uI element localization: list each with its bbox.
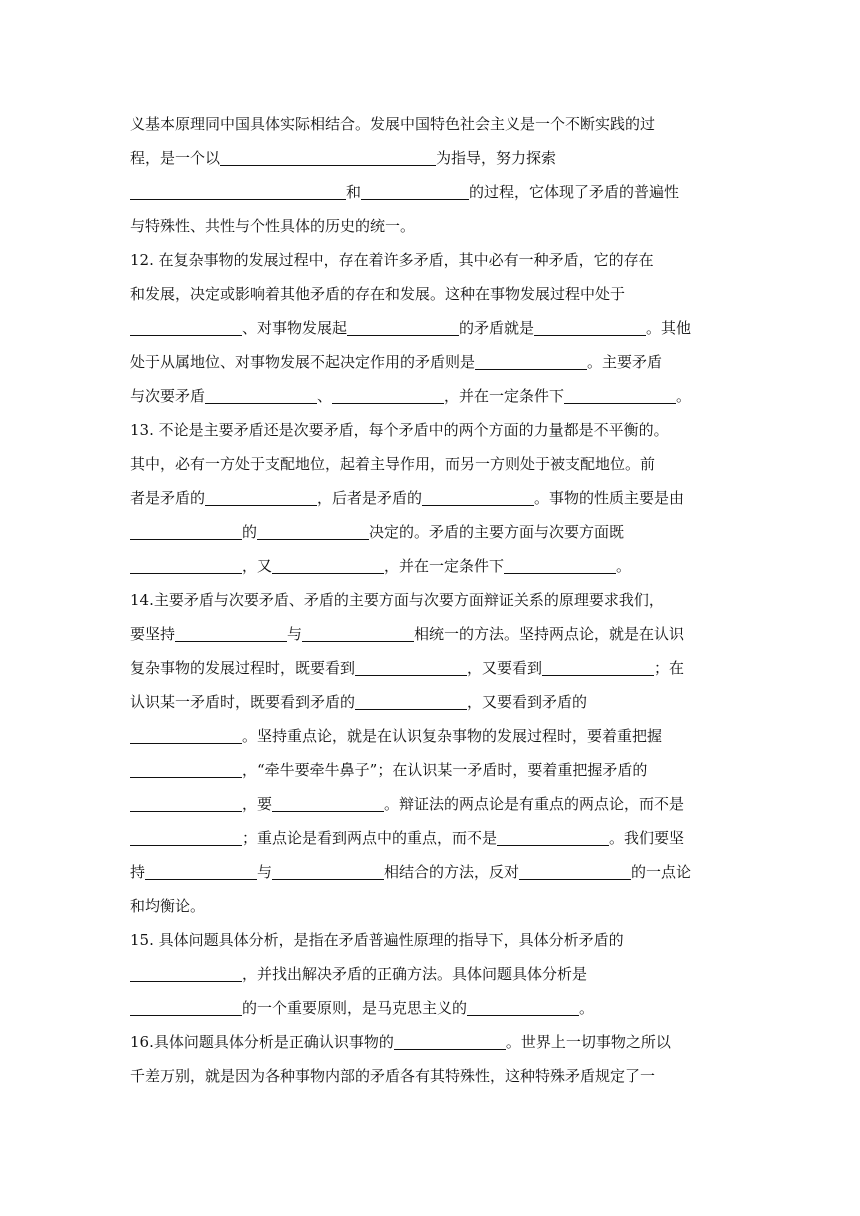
text-segment: 和发展，决定或影响着其他矛盾的存在和发展。这种在事物发展过程中处于 xyxy=(130,285,626,303)
text-segment: 持 xyxy=(130,863,146,881)
fill-in-blank xyxy=(422,489,534,506)
text-line xyxy=(130,413,735,447)
fill-in-blank xyxy=(130,965,242,982)
fill-in-blank xyxy=(130,183,346,200)
text-segment: 要坚持 xyxy=(130,625,176,643)
text-line xyxy=(130,957,735,991)
text-segment: ，“牵牛要牵牛鼻子”；在认识某一矛盾时，要着重把握矛盾的 xyxy=(242,761,648,779)
fill-in-blank xyxy=(220,149,436,166)
text-line xyxy=(130,923,735,957)
text-line xyxy=(130,787,735,821)
text-line xyxy=(130,311,735,345)
text-segment: 与特殊性、共性与个性具体的历史的统一。 xyxy=(130,217,416,235)
fill-in-blank xyxy=(272,863,384,880)
text-segment: ，并找出解决矛盾的正确方法。具体问题具体分析是 xyxy=(242,965,588,983)
text-segment: ，并在一定条件下 xyxy=(384,557,505,575)
text-line xyxy=(130,515,735,549)
text-line xyxy=(130,481,735,515)
text-segment: 14.主要矛盾与次要矛盾、矛盾的主要方面与次要方面辩证关系的原理要求我们， xyxy=(130,591,664,609)
text-segment: 认识某一矛盾时，既要看到矛盾的 xyxy=(130,693,356,711)
text-segment: 复杂事物的发展过程时，既要看到 xyxy=(130,659,356,677)
text-line xyxy=(130,243,735,277)
text-line xyxy=(130,345,735,379)
text-segment: 处于从属地位、对事物发展不起决定作用的矛盾则是 xyxy=(130,353,476,371)
fill-in-blank xyxy=(130,829,242,846)
text-segment: 。坚持重点论，就是在认识复杂事物的发展过程时，要着重把握 xyxy=(242,727,663,745)
fill-in-blank xyxy=(145,863,257,880)
text-line xyxy=(130,855,735,889)
text-line xyxy=(130,753,735,787)
fill-in-blank xyxy=(519,863,631,880)
text-line xyxy=(130,583,735,617)
text-line xyxy=(130,107,735,141)
text-segment: 者是矛盾的 xyxy=(130,489,206,507)
text-line xyxy=(130,549,735,583)
fill-in-blank xyxy=(564,387,676,404)
text-segment: 和 xyxy=(346,183,362,201)
text-line xyxy=(130,889,735,923)
text-line xyxy=(130,991,735,1025)
fill-in-blank xyxy=(130,761,242,778)
text-segment: 。其他 xyxy=(646,319,692,337)
fill-in-blank xyxy=(130,523,242,540)
text-segment: ，要 xyxy=(242,795,273,813)
fill-in-blank xyxy=(504,557,616,574)
fill-in-blank xyxy=(497,829,609,846)
text-segment: 13. 不论是主要矛盾还是次要矛盾，每个矛盾中的两个方面的力量都是不平衡的。 xyxy=(130,421,669,439)
text-segment: 的一个重要原则，是马克思主义的 xyxy=(242,999,468,1017)
text-segment: 相结合的方法，反对 xyxy=(384,863,520,881)
fill-in-blank xyxy=(175,625,287,642)
text-line xyxy=(130,447,735,481)
fill-in-blank xyxy=(355,659,467,676)
text-segment: ；在 xyxy=(654,659,685,677)
fill-in-blank xyxy=(467,999,579,1016)
fill-in-blank xyxy=(205,387,317,404)
text-line xyxy=(130,209,735,243)
fill-in-blank xyxy=(205,489,317,506)
text-line xyxy=(130,141,735,175)
fill-in-blank xyxy=(130,795,242,812)
text-segment: 的矛盾就是 xyxy=(459,319,535,337)
text-segment: 千差万别，就是因为各种事物内部的矛盾各有其特殊性，这种特殊矛盾规定了一 xyxy=(130,1067,656,1085)
text-segment: 。 xyxy=(616,557,632,575)
fill-in-blank xyxy=(475,353,587,370)
text-line xyxy=(130,821,735,855)
fill-in-blank xyxy=(394,1033,506,1050)
text-segment: 的一点论 xyxy=(631,863,692,881)
text-segment: 16.具体问题具体分析是正确认识事物的 xyxy=(130,1033,394,1051)
fill-in-blank xyxy=(302,625,414,642)
text-segment: 与次要矛盾 xyxy=(130,387,206,405)
text-segment: 决定的。矛盾的主要方面与次要方面既 xyxy=(369,523,625,541)
text-segment: 。 xyxy=(676,387,692,405)
fill-in-blank xyxy=(272,557,384,574)
fill-in-blank xyxy=(534,319,646,336)
text-segment: 与 xyxy=(257,863,273,881)
text-segment: 相统一的方法。坚持两点论，就是在认识 xyxy=(414,625,685,643)
text-segment: 与 xyxy=(287,625,303,643)
fill-in-blank xyxy=(361,183,469,200)
text-segment: 程，是一个以 xyxy=(130,149,221,167)
text-segment: 为指导，努力探索 xyxy=(436,149,557,167)
document-body xyxy=(130,107,735,1093)
fill-in-blank xyxy=(347,319,459,336)
text-segment: 、对事物发展起 xyxy=(242,319,348,337)
text-segment: 的过程，它体现了矛盾的普遍性 xyxy=(469,183,680,201)
text-line xyxy=(130,719,735,753)
fill-in-blank xyxy=(332,387,444,404)
text-line xyxy=(130,651,735,685)
text-segment: ，后者是矛盾的 xyxy=(317,489,423,507)
text-segment: 15. 具体问题具体分析，是指在矛盾普遍性原理的指导下，具体分析矛盾的 xyxy=(130,931,624,949)
fill-in-blank xyxy=(130,319,242,336)
fill-in-blank xyxy=(130,727,242,744)
text-segment: 。 xyxy=(579,999,595,1017)
fill-in-blank xyxy=(130,999,242,1016)
text-segment: 义基本原理同中国具体实际相结合。发展中国特色社会主义是一个不断实践的过 xyxy=(130,115,656,133)
text-segment: 。主要矛盾 xyxy=(587,353,663,371)
fill-in-blank xyxy=(130,557,242,574)
text-line xyxy=(130,1025,735,1059)
text-segment: 。辩证法的两点论是有重点的两点论，而不是 xyxy=(384,795,685,813)
text-segment: 的 xyxy=(242,523,258,541)
text-line xyxy=(130,1059,735,1093)
fill-in-blank xyxy=(542,659,654,676)
text-line xyxy=(130,175,735,209)
text-line xyxy=(130,617,735,651)
text-segment: ，并在一定条件下 xyxy=(444,387,565,405)
text-segment: ，又要看到 xyxy=(467,659,543,677)
fill-in-blank xyxy=(355,693,467,710)
text-line xyxy=(130,379,735,413)
text-segment: 其中，必有一方处于支配地位，起着主导作用，而另一方则处于被支配地位。前 xyxy=(130,455,656,473)
text-segment: ，又 xyxy=(242,557,273,575)
text-line xyxy=(130,277,735,311)
text-segment: 。事物的性质主要是由 xyxy=(534,489,685,507)
fill-in-blank xyxy=(272,795,384,812)
fill-in-blank xyxy=(257,523,369,540)
text-segment: 12. 在复杂事物的发展过程中，存在着许多矛盾，其中必有一种矛盾，它的存在 xyxy=(130,251,654,269)
text-segment: 。世界上一切事物之所以 xyxy=(505,1033,671,1051)
text-segment: 和均衡论。 xyxy=(130,897,206,915)
text-segment: 、 xyxy=(317,387,333,405)
text-line xyxy=(130,685,735,719)
text-segment: ；重点论是看到两点中的重点，而不是 xyxy=(242,829,498,847)
text-segment: ，又要看到矛盾的 xyxy=(467,693,588,711)
text-segment: 。我们要坚 xyxy=(609,829,685,847)
